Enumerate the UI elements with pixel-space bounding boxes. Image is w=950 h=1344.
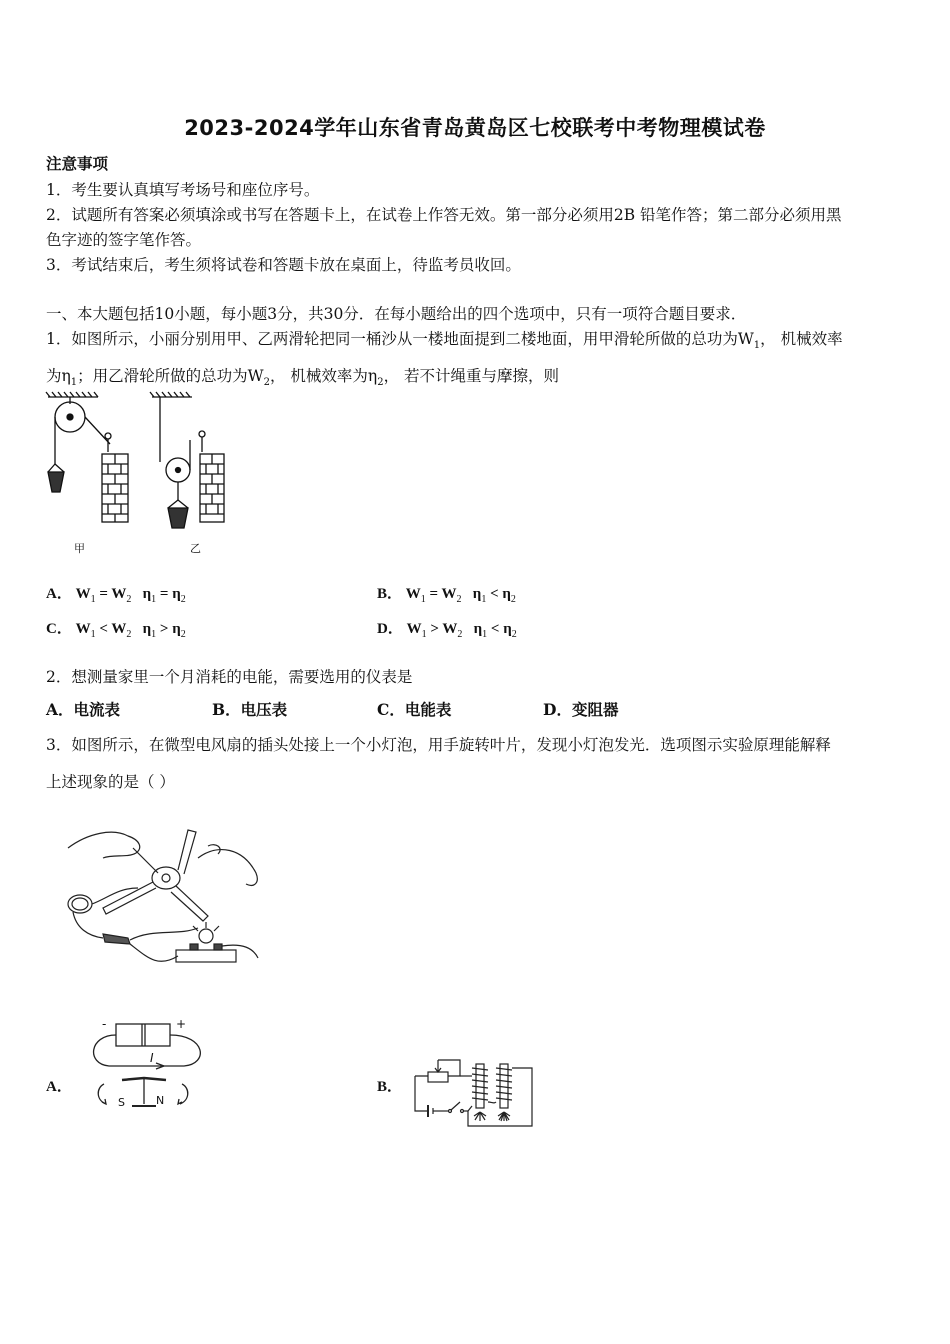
- north-label: N: [156, 1094, 165, 1107]
- figure-label-yi: 乙: [190, 542, 201, 555]
- q2-option-c[interactable]: C．电能表: [377, 700, 452, 719]
- q1-option-a[interactable]: A． $W_1 = W_2$ $\eta_1 = \eta_2$: [46, 586, 186, 605]
- q2-option-b[interactable]: B．电压表: [212, 700, 288, 719]
- notice-item: 1．考生要认真填写考场号和座位序号。: [46, 181, 320, 199]
- q1-line2: 为$\eta_1$；用乙滑轮所做的总功为$W_2$， 机械效率为$\eta_2$， 若不计绳重与摩擦，则: [46, 367, 560, 389]
- south-label: S: [118, 1096, 125, 1109]
- figure-label-jia: 甲: [74, 542, 85, 555]
- q2-option-a[interactable]: A．电流表: [46, 700, 121, 719]
- notice-item: 色字迹的签字笔作答。: [46, 231, 202, 249]
- pulley-figure: [40, 392, 240, 562]
- notice-heading: 注意事项: [46, 154, 109, 173]
- section-instruction: 一、本大题包括10小题，每小题3分，共30分．在每小题给出的四个选项中，只有一项符合题目要求．: [46, 305, 747, 323]
- q3-option-b-figure: [410, 1056, 540, 1131]
- q3-option-a[interactable]: A．: [46, 1079, 72, 1095]
- q3-option-b[interactable]: B．: [377, 1079, 403, 1095]
- pulley-yi: [150, 392, 224, 528]
- plus-label: +: [176, 1017, 187, 1031]
- q1-option-b[interactable]: B． $W_1 = W_2$ $\eta_1 < \eta_2$: [377, 586, 516, 605]
- q1-option-d[interactable]: D． $W_1 > W_2$ $\eta_1 < \eta_2$: [377, 621, 517, 640]
- notice-item: 2．试题所有答案必须填涂或书写在答题卡上，在试卷上作答无效。第一部分必须用2B 铅笔作答；第二部分必须用黑: [46, 206, 842, 224]
- page-title: 2023-2024学年山东省青岛黄岛区七校联考中考物理模试卷: [184, 116, 766, 140]
- minus-label: -: [102, 1017, 107, 1031]
- q2-text: 2．想测量家里一个月消耗的电能，需要选用的仪表是: [46, 668, 413, 686]
- q1-option-c[interactable]: C． $W_1 < W_2$ $\eta_1 > \eta_2$: [46, 621, 186, 640]
- q3-line2: 上述现象的是（ ）: [46, 773, 175, 791]
- q2-option-d[interactable]: D．变阻器: [543, 700, 619, 719]
- notice-item: 3．考试结束后，考生须将试卷和答题卡放在桌面上，待监考员收回。: [46, 256, 521, 274]
- q3-option-a-figure: [84, 1016, 214, 1121]
- pulley-jia: [46, 392, 128, 522]
- q3-line1: 3．如图所示，在微型电风扇的插头处接上一个小灯泡，用手旋转叶片，发现小灯泡发光．选项图示实验原理能解释: [46, 736, 831, 754]
- q1-line1: 1．如图所示，小丽分别用甲、乙两滑轮把同一桶沙从一楼地面提到二楼地面，用甲滑轮所做的总功为$W_1$， 机械效率: [46, 330, 843, 352]
- fan-bulb-figure: [58, 818, 268, 978]
- current-label: I: [150, 1051, 154, 1065]
